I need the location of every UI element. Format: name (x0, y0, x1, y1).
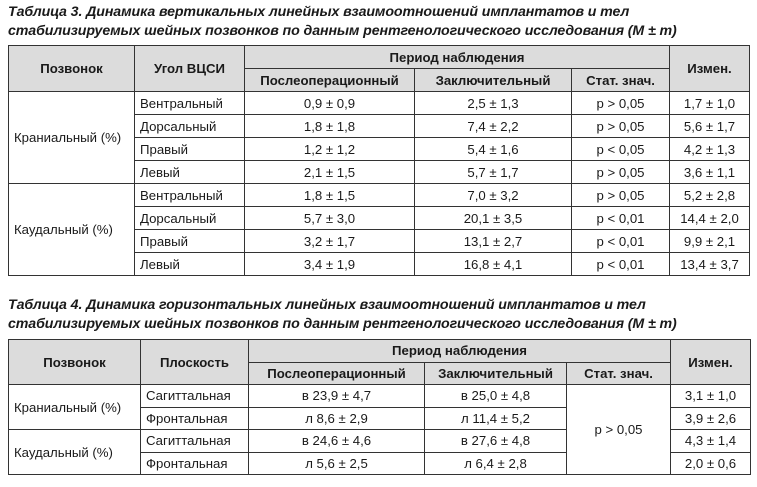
table4-caption (8, 296, 677, 334)
table4-cell-plane: Фронтальная (141, 407, 249, 430)
table3-cell-angle: Вентральный (135, 184, 245, 207)
table3-cell-final: 7,0 ± 3,2 (415, 184, 572, 207)
table3-cell-stat: p < 0,01 (572, 207, 670, 230)
table3-group-cranial: Краниальный (%) (9, 92, 135, 184)
table3-cell-final: 7,4 ± 2,2 (415, 115, 572, 138)
table3-cell-angle: Правый (135, 138, 245, 161)
table4-cell-plane: Фронтальная (141, 452, 249, 475)
table3-cell-change: 1,7 ± 1,0 (670, 92, 750, 115)
table3-cell-angle: Вентральный (135, 92, 245, 115)
table4-cell-change: 2,0 ± 0,6 (671, 452, 751, 475)
table3-cell-change: 4,2 ± 1,3 (670, 138, 750, 161)
table3-cell-stat: p < 0,05 (572, 138, 670, 161)
table4-header-final: Заключительный (425, 362, 567, 385)
table4-group-cranial: Краниальный (%) (9, 385, 141, 430)
table3-cell-angle: Левый (135, 253, 245, 276)
table3 (8, 45, 750, 276)
table4-cell-postop: л 5,6 ± 2,5 (249, 452, 425, 475)
table4-cell-postop: л 8,6 ± 2,9 (249, 407, 425, 430)
table-row (9, 184, 750, 207)
table4-cell-postop: в 24,6 ± 4,6 (249, 430, 425, 453)
table3-cell-postop: 3,2 ± 1,7 (245, 230, 415, 253)
table3-cell-stat: p < 0,01 (572, 230, 670, 253)
table3-cell-stat: p > 0,05 (572, 161, 670, 184)
table4 (8, 339, 751, 475)
table3-caption-line1: Таблица 3. Динамика вертикальных линейных взаимоотношений имплантатов и тел (8, 4, 630, 20)
table3-cell-final: 16,8 ± 4,1 (415, 253, 572, 276)
table4-cell-change: 3,9 ± 2,6 (671, 407, 751, 430)
table4-cell-plane: Сагиттальная (141, 430, 249, 453)
table-row (9, 92, 750, 115)
table4-header-plane: Плоскость (141, 340, 249, 385)
table3-cell-postop: 3,4 ± 1,9 (245, 253, 415, 276)
table3-cell-change: 5,2 ± 2,8 (670, 184, 750, 207)
table3-caption (8, 3, 677, 41)
table4-caption-line2: стабилизируемых шейных позвонков по данным рентгенологического исследования (M ± m) (8, 316, 677, 332)
table3-cell-change: 14,4 ± 2,0 (670, 207, 750, 230)
table4-cell-stat: p > 0,05 (567, 385, 671, 475)
table-row (9, 385, 751, 408)
table4-caption-line1: Таблица 4. Динамика горизонтальных линейных взаимоотношений имплантатов и тел (8, 297, 646, 313)
table3-cell-stat: p < 0,01 (572, 253, 670, 276)
table3-cell-stat: p > 0,05 (572, 184, 670, 207)
table3-cell-final: 13,1 ± 2,7 (415, 230, 572, 253)
table3-group-caudal: Каудальный (%) (9, 184, 135, 276)
table4-group-caudal: Каудальный (%) (9, 430, 141, 475)
table3-header-postop: Послеоперационный (245, 69, 415, 92)
table3-cell-change: 13,4 ± 3,7 (670, 253, 750, 276)
table3-cell-angle: Правый (135, 230, 245, 253)
table3-header-change: Измен. (670, 46, 750, 92)
table3-cell-final: 20,1 ± 3,5 (415, 207, 572, 230)
table3-cell-angle: Дорсальный (135, 115, 245, 138)
table3-cell-postop: 0,9 ± 0,9 (245, 92, 415, 115)
table4-cell-final: в 27,6 ± 4,8 (425, 430, 567, 453)
table4-header-postop: Послеоперационный (249, 362, 425, 385)
table3-cell-postop: 2,1 ± 1,5 (245, 161, 415, 184)
table3-cell-postop: 1,8 ± 1,5 (245, 184, 415, 207)
table3-cell-final: 2,5 ± 1,3 (415, 92, 572, 115)
table3-cell-final: 5,7 ± 1,7 (415, 161, 572, 184)
table4-cell-change: 3,1 ± 1,0 (671, 385, 751, 408)
table3-cell-stat: p > 0,05 (572, 92, 670, 115)
table3-cell-change: 5,6 ± 1,7 (670, 115, 750, 138)
table3-cell-angle: Дорсальный (135, 207, 245, 230)
table3-header-vertebra: Позвонок (9, 46, 135, 92)
table4-header-change: Измен. (671, 340, 751, 385)
table4-header-vertebra: Позвонок (9, 340, 141, 385)
table4-cell-final: л 6,4 ± 2,8 (425, 452, 567, 475)
table3-cell-postop: 1,8 ± 1,8 (245, 115, 415, 138)
table3-header-angle: Угол ВЦСИ (135, 46, 245, 92)
table3-header-stat: Стат. знач. (572, 69, 670, 92)
table3-header-period: Период наблюдения (245, 46, 670, 69)
table3-header-final: Заключительный (415, 69, 572, 92)
table4-cell-final: л 11,4 ± 5,2 (425, 407, 567, 430)
table3-cell-change: 9,9 ± 2,1 (670, 230, 750, 253)
table3-cell-change: 3,6 ± 1,1 (670, 161, 750, 184)
table4-header-period: Период наблюдения (249, 340, 671, 363)
table4-cell-postop: в 23,9 ± 4,7 (249, 385, 425, 408)
table4-cell-change: 4,3 ± 1,4 (671, 430, 751, 453)
table3-cell-postop: 5,7 ± 3,0 (245, 207, 415, 230)
table3-cell-stat: p > 0,05 (572, 115, 670, 138)
table4-cell-plane: Сагиттальная (141, 385, 249, 408)
table3-caption-line2: стабилизируемых шейных позвонков по данным рентгенологического исследования (M ± m) (8, 23, 677, 39)
table3-cell-postop: 1,2 ± 1,2 (245, 138, 415, 161)
table4-cell-final: в 25,0 ± 4,8 (425, 385, 567, 408)
table3-cell-angle: Левый (135, 161, 245, 184)
table4-header-stat: Стат. знач. (567, 362, 671, 385)
table3-cell-final: 5,4 ± 1,6 (415, 138, 572, 161)
